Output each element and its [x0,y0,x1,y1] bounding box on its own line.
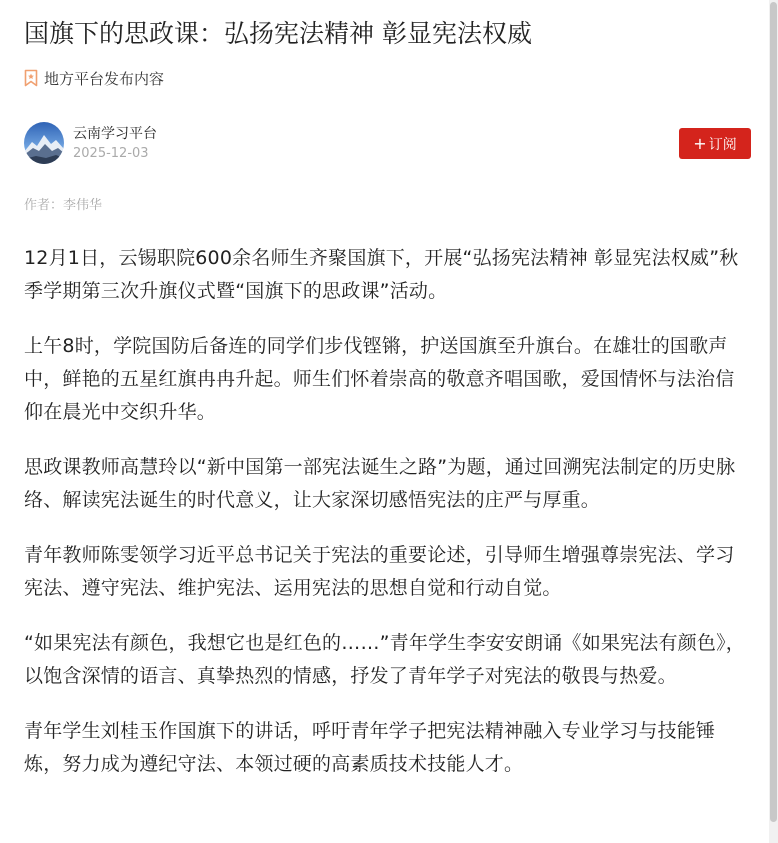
publisher-row [24,122,751,166]
scrollbar[interactable] [769,0,778,843]
paragraph: 青年学生刘桂玉作国旗下的讲话，呼吁青年学子把宪法精神融入专业学习与技能锤炼，努力成为遵纪守法、本领过硬的高素质技术技能人才。 [24,720,716,775]
article-body [24,242,752,803]
paragraph: 12月1日，云锡职院600余名师生齐聚国旗下，开展“弘扬宪法精神 彰显宪法权威”秋季学期第三次升旗仪式暨“国旗下的思政课”活动。 [24,247,739,302]
subscribe-button[interactable] [679,128,751,159]
article-title: 国旗下的思政课：弘扬宪法精神 彰显宪法权威 [24,19,532,48]
paragraph: “如果宪法有颜色，我想它也是红色的……”青年学生李安安朗诵《如果宪法有颜色》，以饱含深情的语言、真挚热烈的情感，抒发了青年学子对宪法的敬畏与热爱。 [24,632,745,687]
author-line: 作者：李伟华 [24,198,103,213]
subscribe-label: 订阅 [708,136,737,153]
source-tag [24,66,164,90]
paragraph: 上午8时，学院国防后备连的同学们步伐铿锵，护送国旗至升旗台。在雄壮的国歌声中，鲜艳的五星红旗冉冉升起。师生们怀着崇高的敬意齐唱国歌，爱国情怀与法治信仰在晨光中交织升华。 [24,335,735,423]
publisher-name[interactable]: 云南学习平台 [73,126,157,142]
publisher-avatar[interactable] [24,122,64,164]
bookmark-star-icon [24,69,38,87]
scrollbar-thumb[interactable] [770,2,777,822]
publish-date: 2025-12-03 [73,146,149,161]
source-tag-label: 地方平台发布内容 [44,69,165,88]
plus-icon: + [693,133,707,153]
paragraph: 思政课教师高慧玲以“新中国第一部宪法诞生之路”为题，通过回溯宪法制定的历史脉络、解读宪法诞生的时代意义，让大家深切感悟宪法的庄严与厚重。 [24,456,736,511]
paragraph: 青年教师陈雯领学习近平总书记关于宪法的重要论述，引导师生增强尊崇宪法、学习宪法、遵守宪法、维护宪法、运用宪法的思想自觉和行动自觉。 [24,544,735,599]
